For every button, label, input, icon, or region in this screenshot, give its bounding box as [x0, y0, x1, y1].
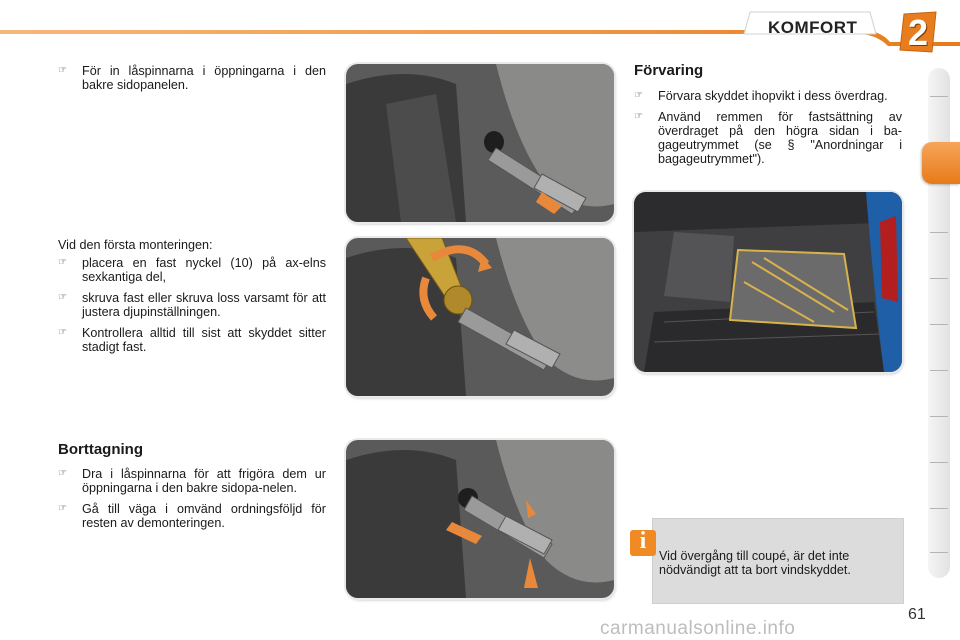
chapter-number: 2 [907, 12, 929, 53]
bullet-item [58, 467, 326, 495]
page-number: 61 [908, 606, 926, 623]
storage-section [634, 89, 902, 173]
bullet-item [58, 256, 326, 284]
info-text: Vid övergång till coupé, är det inte nödvändigt att ta bort vindskyddet. [659, 549, 851, 577]
pointing-hand-icon: ☞ [58, 292, 67, 303]
bullet-text: För in låspinnarna i öppningarna i den bakre sidopanelen. [82, 64, 326, 92]
active-chapter-tab[interactable] [922, 142, 960, 184]
watermark: carmanualsonline.info [600, 618, 796, 639]
removal-section [58, 467, 326, 537]
tab-marker [930, 232, 948, 233]
bullet-item [58, 502, 326, 530]
first-install-label: Vid den första monteringen: [58, 238, 213, 252]
section-title: KOMFORT [768, 18, 858, 37]
info-icon [630, 530, 656, 556]
pointing-hand-icon: ☞ [58, 503, 67, 514]
tab-marker [930, 508, 948, 509]
bullet-item [58, 291, 326, 319]
pointing-hand-icon: ☞ [58, 468, 67, 479]
removal-heading: Borttagning [58, 441, 143, 458]
bullet-text: Använd remmen för fastsättning av överdraget på den högra sidan i ba-gageutrymmet (se § "Anordningar i bagageutrymmet"). [658, 110, 902, 166]
bullet-text: skruva fast eller skruva loss varsamt för att justera djupinställningen. [82, 291, 326, 319]
pointing-hand-icon: ☞ [634, 90, 643, 101]
photo-insert-pins [346, 64, 614, 222]
chapter-badge [898, 10, 938, 54]
bullet-item [58, 64, 326, 92]
storage-heading: Förvaring [634, 62, 704, 79]
first-install-section [58, 238, 326, 361]
tab-marker [930, 278, 948, 279]
tab-marker [930, 370, 948, 371]
bullet-text: Gå till väga i omvänd ordningsföljd för resten av demonteringen. [82, 502, 326, 530]
tab-marker [930, 462, 948, 463]
tab-marker [930, 324, 948, 325]
bullet-text: Förvara skyddet ihopvikt i dess överdrag. [658, 89, 888, 103]
pointing-hand-icon: ☞ [634, 111, 643, 122]
tab-marker [930, 552, 948, 553]
bullet-text: Kontrollera alltid till sist att skyddet sitter stadigt fast. [82, 326, 326, 354]
tab-marker [930, 96, 948, 97]
intro-instructions [58, 64, 326, 99]
pointing-hand-icon: ☞ [58, 257, 67, 268]
pointing-hand-icon: ☞ [58, 65, 67, 76]
bullet-item [58, 326, 326, 354]
photo-storage-trunk [634, 192, 902, 372]
photo-remove-pins [346, 440, 614, 598]
bullet-text: placera en fast nyckel (10) på ax-elns sexkantiga del, [82, 256, 326, 284]
pointing-hand-icon: ☞ [58, 327, 67, 338]
bullet-text: Dra i låspinnarna för att frigöra dem ur öppningarna i den bakre sidopa-nelen. [82, 467, 326, 495]
info-icon-glyph: i [639, 528, 647, 554]
bullet-item [634, 89, 902, 103]
photo-adjust-wrench [346, 238, 614, 396]
tab-marker [930, 416, 948, 417]
info-box [652, 518, 904, 604]
page-header [0, 0, 960, 53]
bullet-item [634, 110, 902, 166]
